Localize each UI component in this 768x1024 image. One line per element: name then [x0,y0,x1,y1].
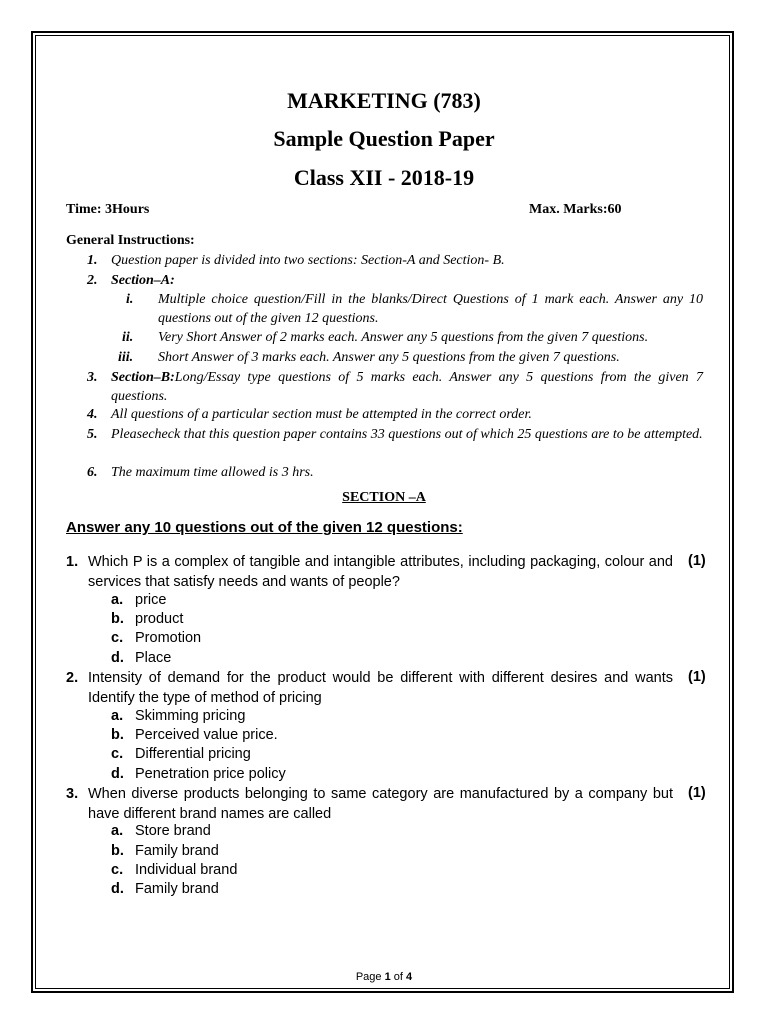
instruction-2-text: Section–A: [111,273,175,288]
sub-instruction-i-text: Multiple choice question/Fill in the blanks/Direct Questions of 1 mark each. Answer any 10 questions out of the given 12 questions. [158,292,703,326]
instruction-4-text: All questions of a particular section must be attempted in the correct order. [111,407,532,422]
option-letter: a. [111,823,124,839]
sub-instruction-iii-text: Short Answer of 3 marks each. Answer any 5 questions from the given 7 questions. [158,350,620,365]
page-of: of [390,971,407,983]
question-3-marks: (1) [688,785,706,801]
page-prefix: Page [355,971,385,983]
question-3-number: 3. [66,786,79,802]
class-year-title: Class XII - 2018-19 [293,165,475,190]
page-number [0,971,768,983]
sub-instruction-ii-number: ii. [122,330,134,345]
section-b-label: Section–B: [111,370,175,385]
option-text: product [135,611,184,627]
option-letter: b. [111,611,124,627]
question-3-text: When diverse products belonging to same category are manufactured by a company but have different brand names are called [88,786,673,822]
option-letter: a. [111,592,124,608]
subject-title: MARKETING (783) [287,88,481,113]
instruction-3-number: 3. [87,370,98,385]
max-marks-label: Max. Marks:60 [529,202,622,217]
sub-instruction-iii-number: iii. [118,350,134,365]
instruction-5-text: Pleasecheck that this question paper contains 33 questions out of which 25 questions are to be attempted. [111,427,703,442]
option-text: Penetration price policy [135,766,286,782]
section-a-heading: SECTION –A [342,490,426,505]
sub-instruction-ii-text: Very Short Answer of 2 marks each. Answer any 5 questions from the given 7 questions. [158,330,649,345]
sub-instruction-i-number: i. [126,292,134,307]
question-2-number: 2. [66,670,79,686]
option-text: Differential pricing [135,746,251,762]
question-2-marks: (1) [688,669,706,685]
option-letter: b. [111,843,124,859]
option-text: price [135,592,167,608]
instruction-2-number: 2. [87,273,98,288]
instructions-heading: General Instructions: [66,233,195,248]
instruction-1-text: Question paper is divided into two sections: Section-A and Section- B. [111,253,505,268]
option-text: Family brand [135,881,219,897]
section-a-subheading: Answer any 10 questions out of the given 12 questions: [66,519,463,536]
option-text: Skimming pricing [135,708,246,724]
option-letter: d. [111,766,124,782]
option-letter: d. [111,881,124,897]
instruction-6-text: The maximum time allowed is 3 hrs. [111,465,314,480]
option-letter: a. [111,708,124,724]
paper-title: Sample Question Paper [273,126,495,151]
instruction-1-number: 1. [87,253,98,268]
time-label: Time: 3Hours [66,202,150,217]
option-letter: b. [111,727,124,743]
option-text: Individual brand [135,862,238,878]
option-text: Store brand [135,823,211,839]
option-text: Place [135,650,172,666]
option-letter: c. [111,862,124,878]
question-2-text: Intensity of demand for the product would be different with different desires and wants Identify the type of method of pricing [88,670,673,706]
page-total: 4 [406,971,413,983]
option-letter: c. [111,746,124,762]
section-b-description: Long/Essay type questions of 5 marks each. Answer any 5 questions from the given 7 questions. [111,370,703,404]
page-current: 1 [384,971,391,983]
instruction-6-number: 6. [87,465,98,480]
instruction-5-number: 5. [87,427,98,442]
question-1-number: 1. [66,554,79,570]
option-letter: d. [111,650,124,666]
question-1-marks: (1) [688,553,706,569]
instruction-3-text [111,368,703,406]
instruction-4-number: 4. [87,407,98,422]
option-letter: c. [111,630,124,646]
option-text: Family brand [135,843,219,859]
option-text: Promotion [135,630,202,646]
question-1-text: Which P is a complex of tangible and intangible attributes, including packaging, colour and services that satisfy needs and wants of people? [88,554,673,590]
option-text: Perceived value price. [135,727,278,743]
